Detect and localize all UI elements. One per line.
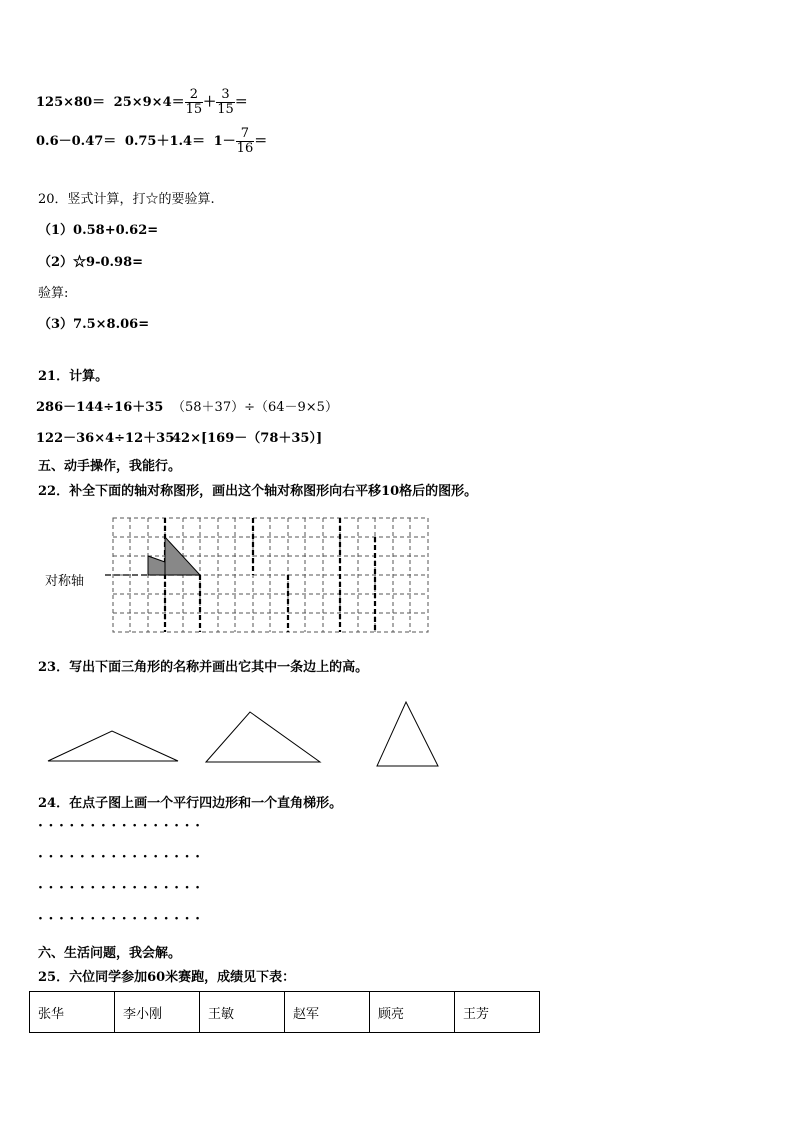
acute-triangle <box>377 702 438 766</box>
expr-25x9x4: 25×9×4＝ <box>113 95 185 110</box>
obtuse-triangle-2 <box>206 712 320 762</box>
race-results-table <box>29 991 540 1033</box>
expr-1-minus: 1－ <box>213 134 236 149</box>
table-row <box>30 992 540 1033</box>
q20-part1: （1）0.58+0.62= <box>38 223 159 238</box>
q21-expr-b: （58＋37）÷（64－9×5） <box>172 400 338 415</box>
fraction-3-15: $\frac{3}{15}$ <box>217 87 234 117</box>
student-name-cell: 张华 <box>30 992 115 1033</box>
student-name-cell: 李小刚 <box>115 992 200 1033</box>
q22-title: 22．补全下面的轴对称图形，画出这个轴对称图形向右平移10格后的图形。 <box>38 484 478 499</box>
student-name-cell: 王敏 <box>200 992 285 1033</box>
q20-part3: （3）7.5×8.06= <box>38 317 150 332</box>
expr-125x80: 125×80＝ <box>36 95 106 110</box>
dot-row-1: ················ <box>38 818 206 834</box>
q23-title: 23．写出下面三角形的名称并画出它其中一条边上的高。 <box>38 660 369 675</box>
q20-part2: （2）☆9-0.98= <box>38 255 144 270</box>
equals-sign: ＝ <box>254 134 268 149</box>
fraction-7-16: $\frac{7}{16}$ <box>236 126 254 156</box>
calc-row-2 <box>36 127 267 156</box>
q24-title: 24．在点子图上画一个平行四边形和一个直角梯形。 <box>38 796 343 811</box>
q21-expr-a: 286－144÷16＋35 <box>36 400 164 415</box>
student-name-cell: 王芳 <box>455 992 540 1033</box>
obtuse-triangle <box>48 731 178 761</box>
fraction-2-15: $\frac{2}{15}$ <box>185 87 203 117</box>
student-name-cell: 顾亮 <box>370 992 455 1033</box>
q21-title: 21．计算。 <box>38 369 109 384</box>
triangles-figure <box>40 700 460 770</box>
dot-row-3: ················ <box>38 880 206 896</box>
section-5-heading: 五、动手操作，我能行。 <box>38 459 182 474</box>
plus-sign: ＋ <box>203 95 217 110</box>
q25-title: 25．六位同学参加60米赛跑，成绩见下表： <box>38 970 296 985</box>
expr-0.75+1.4: 0.75＋1.4＝ <box>124 134 206 149</box>
q20-check-label: 验算: <box>38 286 69 301</box>
symmetry-axis-label: 对称轴 <box>45 574 85 589</box>
dot-row-2: ················ <box>38 849 206 865</box>
calc-row-1 <box>36 88 248 117</box>
dot-row-4: ················ <box>38 911 206 927</box>
section-6-heading: 六、生活问题，我会解。 <box>38 946 182 961</box>
q21-expr-c: 122－36×4÷12＋35 <box>36 431 175 446</box>
equals-sign: ＝ <box>234 95 248 110</box>
expr-0.6-0.47: 0.6－0.47＝ <box>36 134 117 149</box>
q21-expr-d: 42×[169－（78＋35）] <box>172 431 323 446</box>
shaded-small-shape <box>148 556 165 575</box>
grid-figure <box>105 512 435 637</box>
student-name-cell: 赵军 <box>285 992 370 1033</box>
q20-title: 20．竖式计算，打☆的要验算. <box>38 192 215 207</box>
